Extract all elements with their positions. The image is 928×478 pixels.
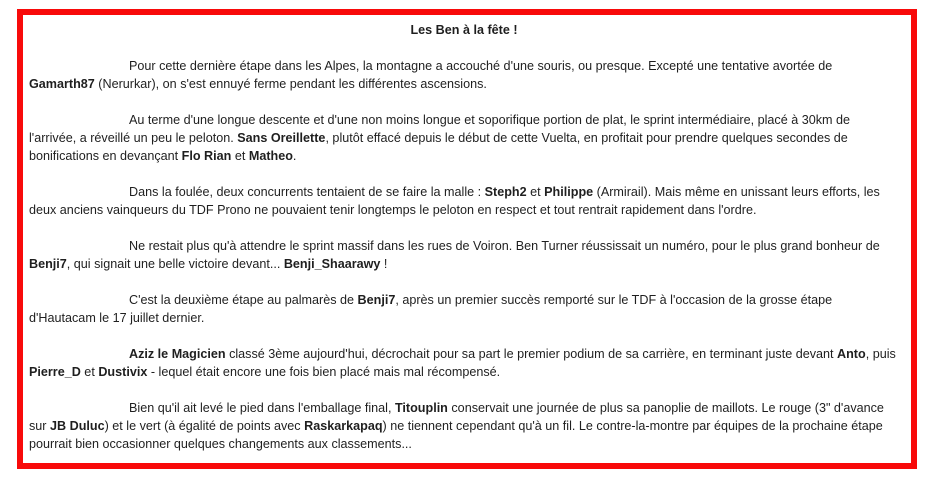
paragraph-4: [29, 237, 899, 273]
text-run: classé 3ème aujourd'hui, décrochait pour sa part le premier podium de sa carrière, en terminant juste devant: [225, 347, 838, 361]
text-run: , puis: [865, 347, 896, 361]
bold-name: Aziz le Magicien: [129, 347, 226, 361]
paragraph-1: [29, 57, 899, 93]
bold-name: Steph2: [484, 185, 527, 199]
text-run: et: [80, 365, 99, 379]
text-run: - lequel était encore une fois bien placé mais mal récompensé.: [147, 365, 501, 379]
text-run: (Armirail). Mais même en unissant leurs efforts, les deux anciens vainqueurs du TDF Prono ne pouvaient tenir longtemps le peloton en respect et tout rentrait rapidement dans l'ordre.: [29, 185, 880, 217]
bold-name: Pierre_D: [29, 365, 81, 379]
bold-name: Philippe: [544, 185, 594, 199]
text-run: conservait une journée de plus sa panoplie de maillots. Le rouge (3" d'avance sur: [29, 401, 884, 433]
paragraph-7: [29, 399, 899, 453]
text-run: Dans la foulée, deux concurrents tentaient de se faire la malle :: [129, 185, 485, 199]
text-run: .: [292, 149, 297, 163]
text-run: Au terme d'une longue descente et d'une non moins longue et soporifique portion de plat, le sprint intermédiaire, placé à 30km de l'arrivée, a réveillé un peu le peloton.: [29, 113, 851, 145]
bold-name: JB Duluc: [50, 419, 105, 433]
text-run: Ne restait plus qu'à attendre le sprint massif dans les rues de Voiron. Ben Turner réussissait un numéro, pour le plus grand bonheur de: [129, 239, 880, 253]
bold-name: Sans Oreillette: [237, 131, 326, 145]
bold-name: Raskarkapaq: [304, 419, 383, 433]
text-run: et: [526, 185, 545, 199]
text-run: ) ne tiennent cependant qu'à un fil. Le contre-la-montre par équipes de la prochaine étape pourrait bien occasionner quelques changements aux classements...: [29, 419, 883, 451]
paragraph-2: [29, 111, 899, 165]
text-run: , après un premier succès remporté sur le TDF à l'occasion de la grosse étape d'Hautacam le 17 juillet dernier.: [29, 293, 833, 325]
bold-name: Flo Rian: [181, 149, 232, 163]
text-run: Bien qu'il ait levé le pied dans l'emballage final,: [129, 401, 395, 415]
bold-name: Dustivix: [98, 365, 148, 379]
paragraph-3: [29, 183, 899, 219]
bold-name: Anto: [837, 347, 866, 361]
bold-name: Benji7: [357, 293, 396, 307]
paragraph-5: [29, 291, 899, 327]
bold-name: Titouplin: [394, 401, 448, 415]
bold-name: Matheo: [248, 149, 293, 163]
text-run: !: [380, 257, 388, 271]
bold-name: Benji7: [29, 257, 67, 271]
text-run: (Nerurkar), on s'est ennuyé ferme pendant les différentes ascensions.: [94, 77, 487, 91]
text-run: ) et le vert (à égalité de points avec: [104, 419, 305, 433]
article-body: [29, 21, 899, 453]
paragraph-6: [29, 345, 899, 381]
text-run: C'est la deuxième étape au palmarès de: [129, 293, 358, 307]
text-run: , qui signait une belle victoire devant...: [66, 257, 284, 271]
text-run: Pour cette dernière étape dans les Alpes, la montagne a accouché d'une souris, ou presque. Excepté une tentative avortée de: [129, 59, 833, 73]
article-title: Les Ben à la fête !: [410, 23, 518, 37]
article-frame: [17, 9, 917, 469]
text-run: et: [231, 149, 249, 163]
bold-name: Gamarth87: [29, 77, 95, 91]
bold-name: Benji_Shaarawy: [283, 257, 381, 271]
text-run: , plutôt effacé depuis le début de cette Vuelta, en profitait pour prendre quelques secondes de bonifications en devançant: [29, 131, 848, 163]
